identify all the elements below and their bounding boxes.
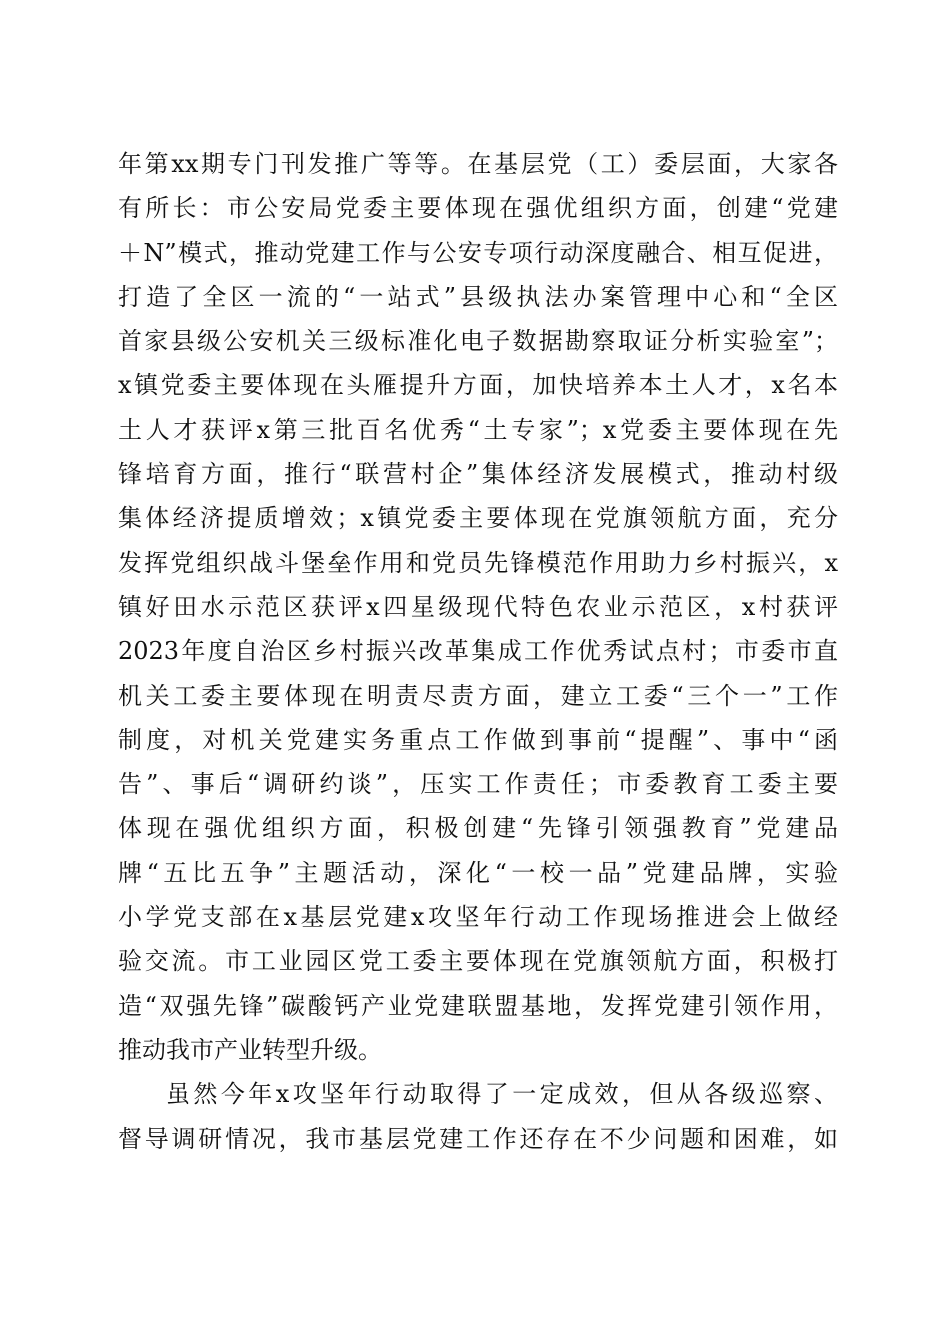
text-line: 镇好田水示范区获评x四星级现代特色农业示范区，x村获评 <box>118 592 838 621</box>
text-line: 发挥党组织战斗堡垒作用和党员先锋模范作用助力乡村振兴，x <box>118 548 838 577</box>
text-line: 造“双强先锋”碳酸钙产业党建联盟基地，发挥党建引领作用， <box>118 991 838 1020</box>
text-line: 制度，对机关党建实务重点工作做到事前“提醒”、事中“函 <box>118 725 838 754</box>
text-line: 土人才获评x第三批百名优秀“土专家”；x党委主要体现在先 <box>118 415 838 444</box>
text-line: 牌“五比五争”主题活动，深化“一校一品”党建品牌，实验 <box>118 858 838 887</box>
paragraph-2 <box>118 1072 838 1161</box>
text-line: 锋培育方面，推行“联营村企”集体经济发展模式，推动村级 <box>118 460 838 489</box>
text-line: 验交流。市工业园区党工委主要体现在党旗领航方面，积极打 <box>118 947 838 976</box>
text-line: 有所长：市公安局党委主要体现在强优组织方面，创建“党建 <box>118 194 838 223</box>
text-line: ＋N”模式，推动党建工作与公安专项行动深度融合、相互促进， <box>118 238 838 267</box>
text-line: 督导调研情况，我市基层党建工作还存在不少问题和困难，如 <box>118 1124 838 1153</box>
document-body <box>118 142 838 1161</box>
text-line: x镇党委主要体现在头雁提升方面，加快培养本土人才，x名本 <box>118 371 838 400</box>
text-line: 首家县级公安机关三级标准化电子数据勘察取证分析实验室”； <box>118 327 838 356</box>
text-line: 体现在强优组织方面，积极创建“先锋引领强教育”党建品 <box>118 814 838 843</box>
text-line: 打造了全区一流的“一站式”县级执法办案管理中心和“全区 <box>118 282 838 311</box>
text-line: 虽然今年x攻坚年行动取得了一定成效，但从各级巡察、 <box>166 1080 838 1109</box>
text-line: 集体经济提质增效；x镇党委主要体现在党旗领航方面，充分 <box>118 504 838 533</box>
text-line: 年第xx期专门刊发推广等等。在基层党（工）委层面，大家各 <box>118 150 838 178</box>
text-line: 告”、事后“调研约谈”，压实工作责任；市委教育工委主要 <box>118 770 838 799</box>
text-line: 机关工委主要体现在明责尽责方面，建立工委“三个一”工作 <box>118 681 838 710</box>
text-line: 2023年度自治区乡村振兴改革集成工作优秀试点村；市委市直 <box>118 637 838 666</box>
paragraph-1 <box>118 142 838 1072</box>
text-line: 小学党支部在x基层党建x攻坚年行动工作现场推进会上做经 <box>118 903 838 932</box>
text-line: 推动我市产业转型升级。 <box>118 1035 382 1064</box>
